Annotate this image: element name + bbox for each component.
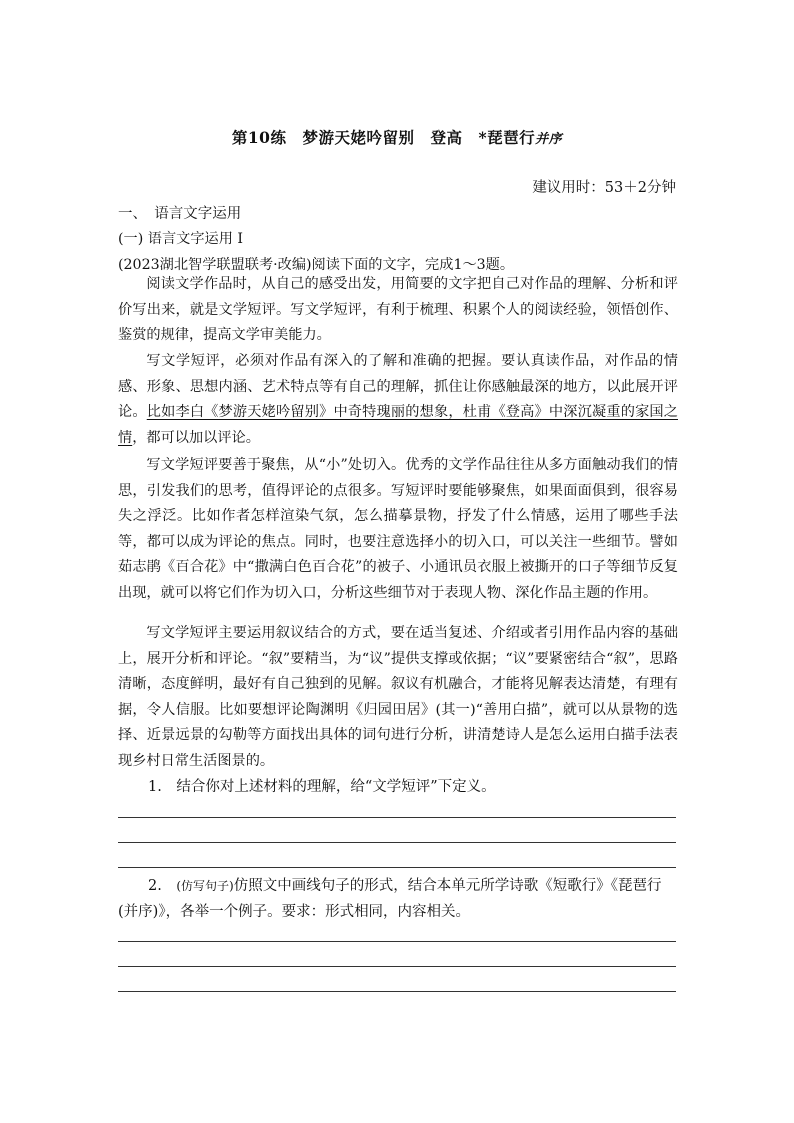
answer-line[interactable]: [118, 941, 676, 942]
question-2-number: 2.: [148, 878, 177, 894]
paragraph-2-tail: ，都可以加以评论。: [132, 429, 260, 446]
question-2-text: 仿照文中画线句子的形式，结合本单元所学诗歌《短歌行》《琵琶行(并序)》，各举一个例子。要求：形式相同，内容相关。: [118, 878, 662, 920]
underlined-sentence: 比如李白《梦游天姥吟留别》中奇特瑰丽的想象，杜甫《登高》中深沉凝重的家国之情: [118, 404, 678, 446]
subsection-heading: (一) 语言文字运用 Ⅰ: [118, 231, 244, 247]
passage-paragraph-4: 写文学短评主要运用叙议结合的方式，要在适当复述、介绍或者引用作品内容的基础上，展开分析和评论。“叙”要精当，为“议”提供支撑或依据；“议”要紧密结合“叙”，思路清晰，态度鲜明，最好有自己独到的见解。叙议有机融合，才能将见解表达清楚，有理有据，令人信服。比如要想评论陶渊明《归园田居》(其一)“善用白描”，就可以从景物的选择、近景远景的勾勒等方面找出具体的词句进行分析，讲清楚诗人是怎么运用白描手法表现乡村日常生活图景的。: [118, 625, 678, 769]
paragraph-2-text: 写文学短评，必须对作品有深入的了解和准确的把握。要认真读作品，对作品的情感、形象、思想内涵、艺术特点等有自己的理解，抓住让你感触最深的地方，以此展开评论。: [118, 353, 678, 421]
answer-line[interactable]: [118, 817, 676, 818]
answer-line[interactable]: [118, 966, 676, 967]
suggested-time: 建议用时：53＋2分钟: [532, 180, 676, 196]
question-type-tag: (仿写句子): [176, 879, 234, 893]
question-2: [118, 873, 678, 925]
answer-line[interactable]: [118, 991, 676, 992]
question-1: 1. 结合你对上述材料的理解，给“文学短评”下定义。: [148, 779, 496, 795]
title-tag: 并序: [535, 132, 563, 147]
passage-paragraph-1: 阅读文学作品时，从自己的感受出发，用简要的文字把自己对作品的理解、分析和评价写出来，就是文学短评。写文学短评，有利于梳理、积累个人的阅读经验，领悟创作、鉴赏的规律，提高文学审美能力。: [118, 276, 678, 344]
page-title: [0, 126, 794, 148]
passage-paragraph-3: 写文学短评要善于聚焦，从“小”处切入。优秀的文学作品往往从多方面触动我们的情思，引发我们的思考，值得评论的点很多。写短评时要能够聚焦，如果面面俱到，很容易失之浮泛。比如作者怎样渲染气氛，怎么描摹景物，抒发了什么情感，运用了哪些手法等，都可以成为评论的焦点。同时，也要注意选择小的切入口，可以关注一些细节。譬如茹志鹃《百合花》中“撒满白色百合花”的被子、小通讯员衣服上被撕开的口子等细节反复出现，就可以将它们作为切入口，分析这些细节对于表现人物、深化作品主题的作用。: [118, 457, 678, 601]
section-heading: 一、 语言文字运用: [118, 206, 242, 222]
answer-line[interactable]: [118, 867, 676, 868]
passage-paragraph-2: [118, 349, 678, 451]
source-line: (2023湖北智学联盟联考·改编)阅读下面的文字，完成1～3题。: [118, 257, 515, 273]
answer-line[interactable]: [118, 842, 676, 843]
title-main: 第10练 梦游天姥吟留别 登高 *琵琶行: [231, 128, 536, 147]
